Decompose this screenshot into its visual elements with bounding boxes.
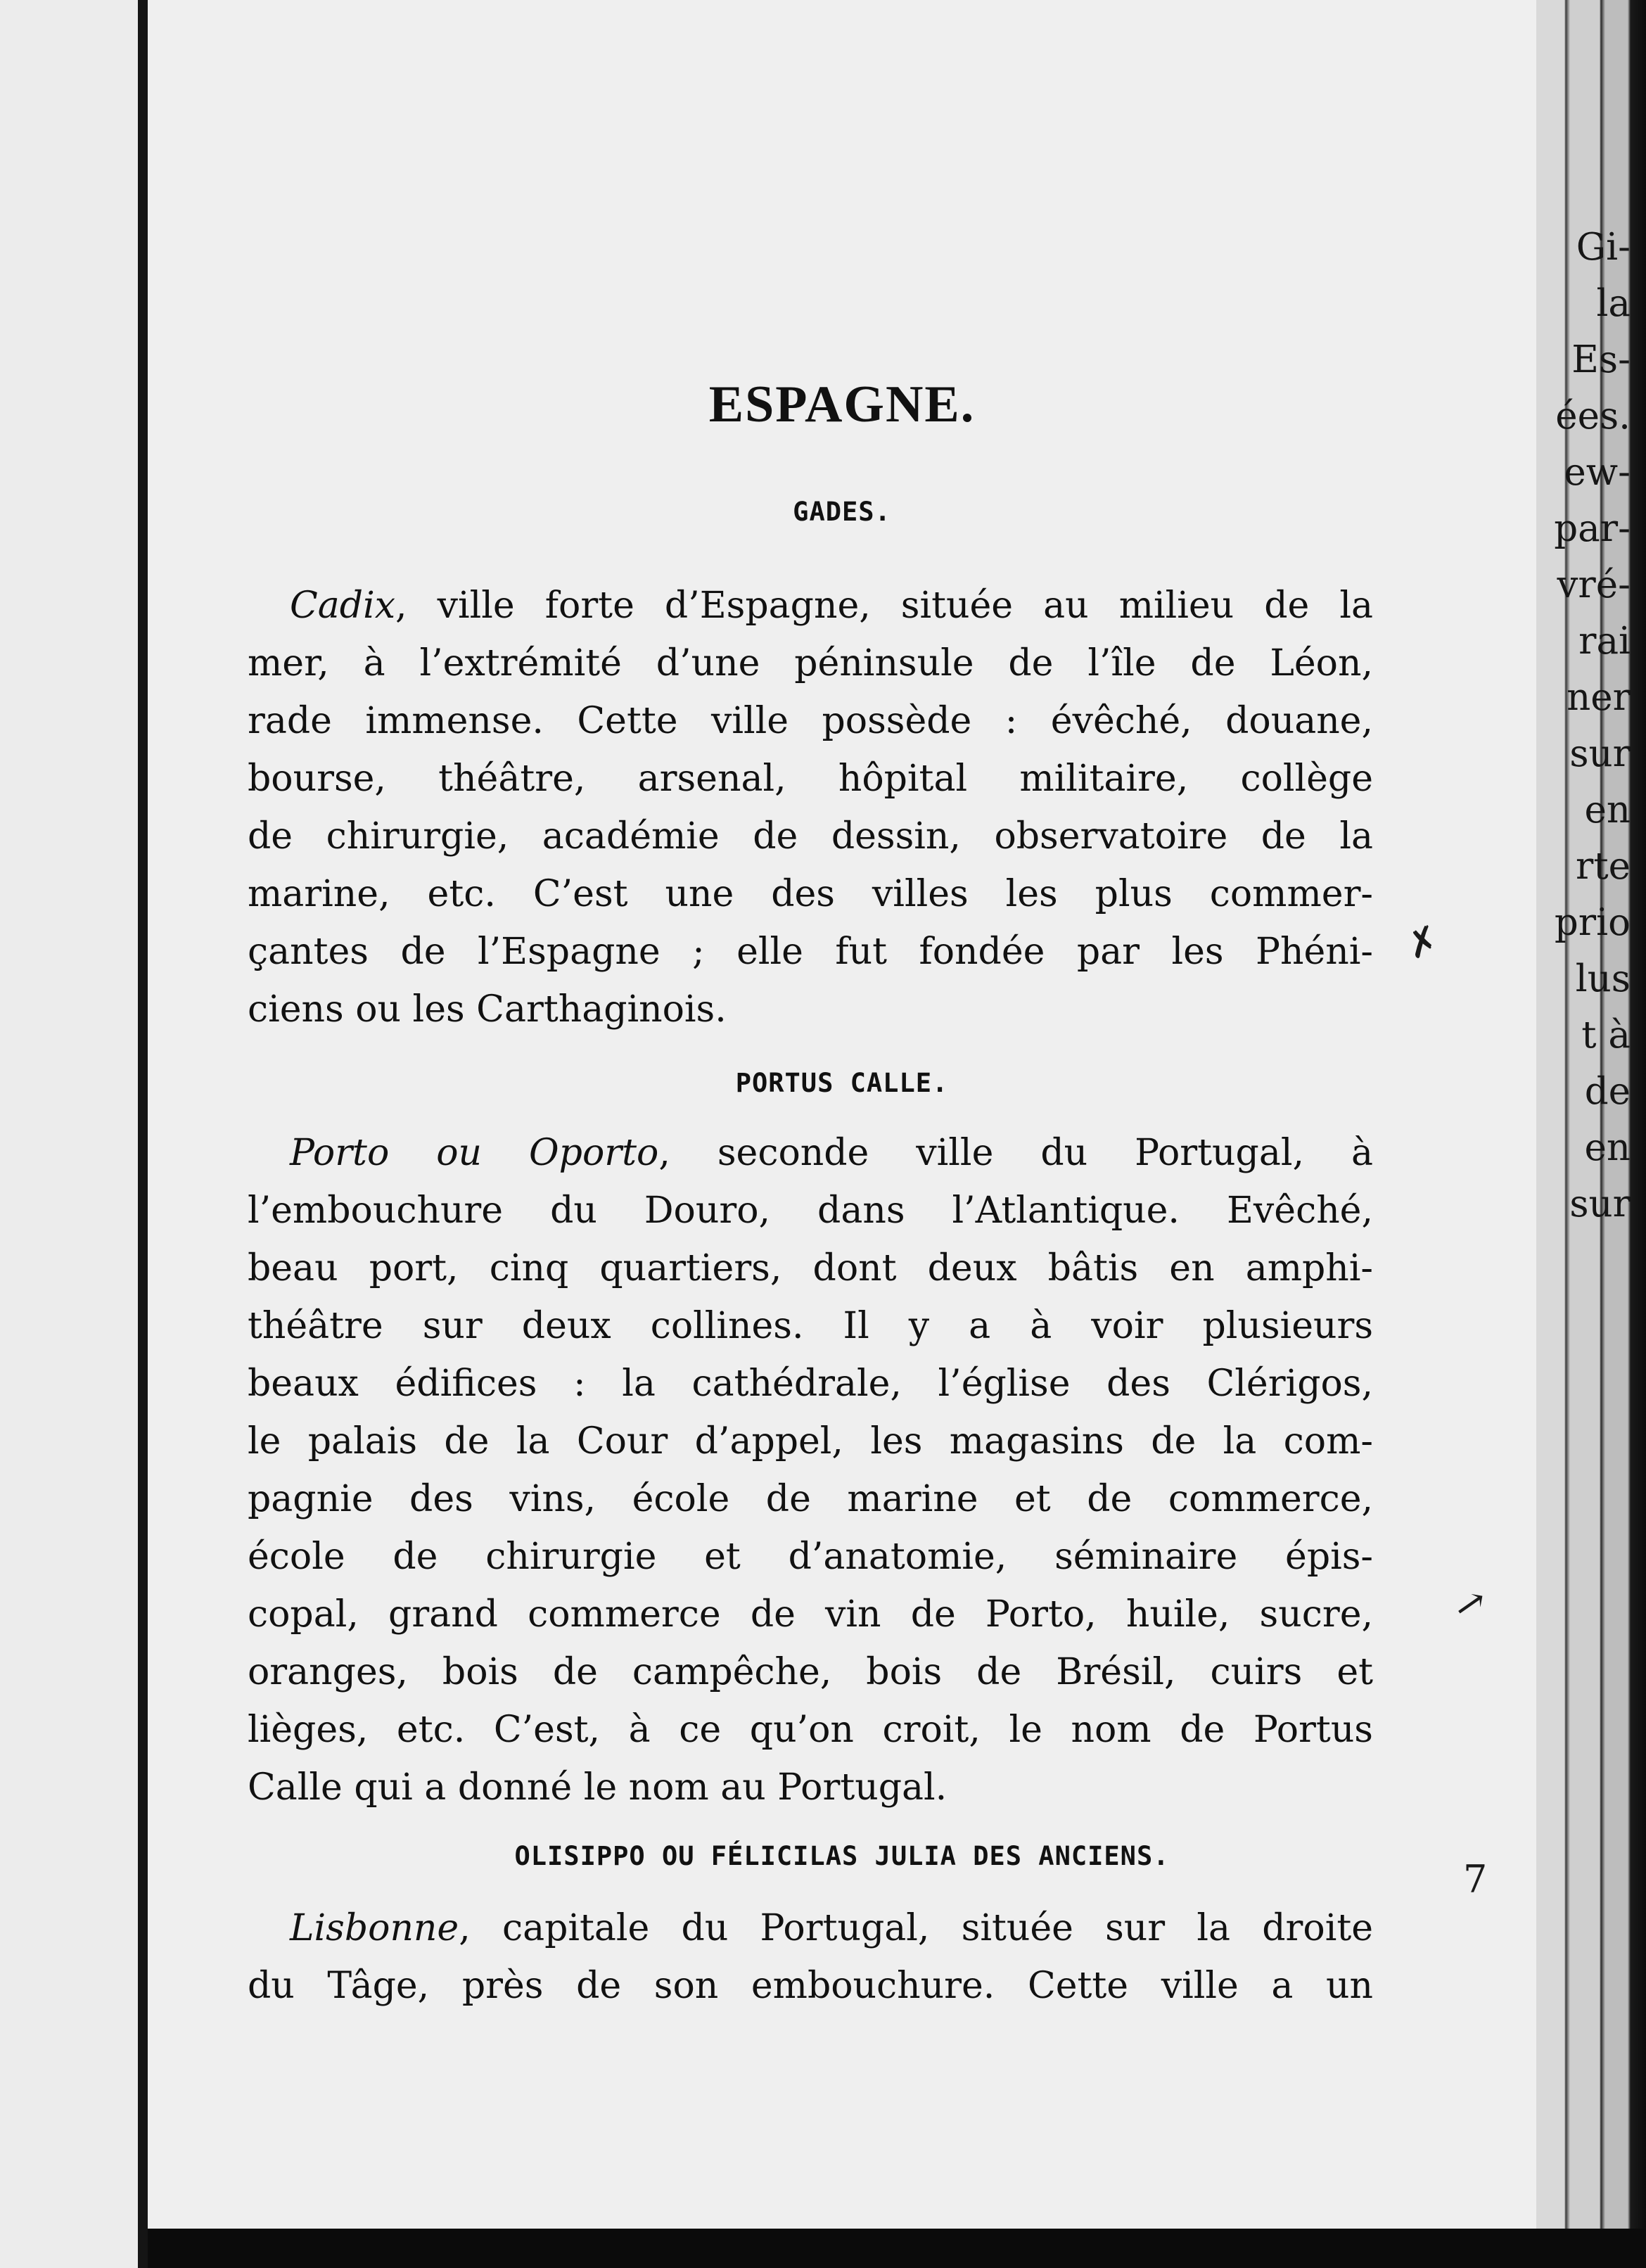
paragraph-line: copal, grand commerce de vin de Porto, huile, sucre, (248, 1593, 1373, 1636)
page-bottom-shadow (148, 2229, 1646, 2268)
paragraph-line: de chirurgie, académie de dessin, observatoire de la (248, 815, 1373, 858)
section-heading-portus-calle: PORTUS CALLE. (735, 1068, 949, 1098)
paragraph-line: rade immense. Cette ville possède : évêché, douane, (248, 700, 1373, 742)
previous-page-strip (0, 0, 138, 2268)
place-name: Lisbonne (290, 1907, 459, 1949)
left-page-line: Gi- (1576, 226, 1631, 269)
page-title: ESPAGNE. (708, 376, 976, 433)
margin-check-mark: ✗ (1400, 916, 1446, 969)
margin-check-mark: ↗ (1450, 1579, 1491, 1629)
paragraph-line: çantes de l’Espagne ; elle fut fondée par les Phéni- (248, 931, 1373, 973)
paragraph-line (290, 1899, 1373, 1957)
left-page-line: lus (1575, 957, 1631, 1000)
paragraph-line: pagnie des vins, école de marine et de commerce, (248, 1478, 1373, 1520)
line-text: , capitale du Portugal, située sur la droite (459, 1907, 1373, 1949)
left-page-line: ew- (1564, 451, 1631, 494)
left-page-line: ées. (1555, 395, 1631, 438)
paragraph-line: lièges, etc. C’est, à ce qu’on croit, le nom de Portus (248, 1709, 1373, 1751)
left-page-line: t à (1581, 1014, 1631, 1057)
paragraph-line: école de chirurgie et d’anatomie, séminaire épis- (248, 1536, 1373, 1578)
place-name: Cadix (290, 585, 396, 627)
left-page-line: rai (1578, 620, 1631, 663)
place-name: Porto ou Oporto (290, 1132, 659, 1174)
left-page-line: en (1584, 1126, 1631, 1169)
paragraph-line: marine, etc. C’est une des villes les plus commer- (248, 873, 1373, 915)
left-page-line: en (1584, 789, 1631, 832)
paragraph-line: du Tâge, près de son embouchure. Cette ville a un (248, 1965, 1373, 2007)
line-text: , ville forte d’Espagne, située au milieu de la (395, 585, 1373, 627)
line-text: , seconde ville du Portugal, à (658, 1132, 1373, 1174)
paragraph-line: ciens ou les Carthaginois. (248, 988, 727, 1031)
section-heading-olisippo: OLISIPPO OU FÉLICILAS JULIA DES ANCIENS. (514, 1841, 1170, 1871)
left-page-line: par- (1554, 507, 1631, 550)
paragraph-line: Calle qui a donné le nom au Portugal. (248, 1766, 948, 1809)
left-page-line: prio (1554, 901, 1631, 944)
paragraph-line: mer, à l’extrémité d’une péninsule de l’île de Léon, (248, 642, 1373, 684)
left-page-line: sur (1569, 732, 1631, 775)
paragraph-line: beaux édifices : la cathédrale, l’église des Clérigos, (248, 1363, 1373, 1405)
left-page-line: vré- (1557, 563, 1631, 606)
left-page-line: la (1596, 282, 1631, 325)
paragraph-line (290, 1124, 1373, 1182)
paragraph-line: beau port, cinq quartiers, dont deux bâtis en amphi- (248, 1247, 1373, 1289)
left-page-line: rte (1576, 845, 1631, 888)
section-heading-gades: GADES. (793, 497, 891, 527)
left-page-line: de (1584, 1070, 1631, 1113)
left-page-line: Es- (1571, 338, 1631, 381)
book-gutter (138, 0, 148, 2268)
paragraph-line: le palais de la Cour d’appel, les magasins de la com- (248, 1420, 1373, 1463)
paragraph-line: l’embouchure du Douro, dans l’Atlantique. Evêché, (248, 1190, 1373, 1232)
paragraph-line: théâtre sur deux collines. Il y a à voir plusieurs (248, 1305, 1373, 1347)
paragraph-line (290, 577, 1373, 635)
paragraph-line: oranges, bois de campêche, bois de Brésil, cuirs et (248, 1651, 1373, 1693)
margin-mark-seven: 7 (1463, 1857, 1488, 1901)
left-page-line: ner (1567, 676, 1631, 719)
paragraph-line: bourse, théâtre, arsenal, hôpital militaire, collège (248, 758, 1373, 800)
left-page-line: sur (1569, 1183, 1631, 1225)
